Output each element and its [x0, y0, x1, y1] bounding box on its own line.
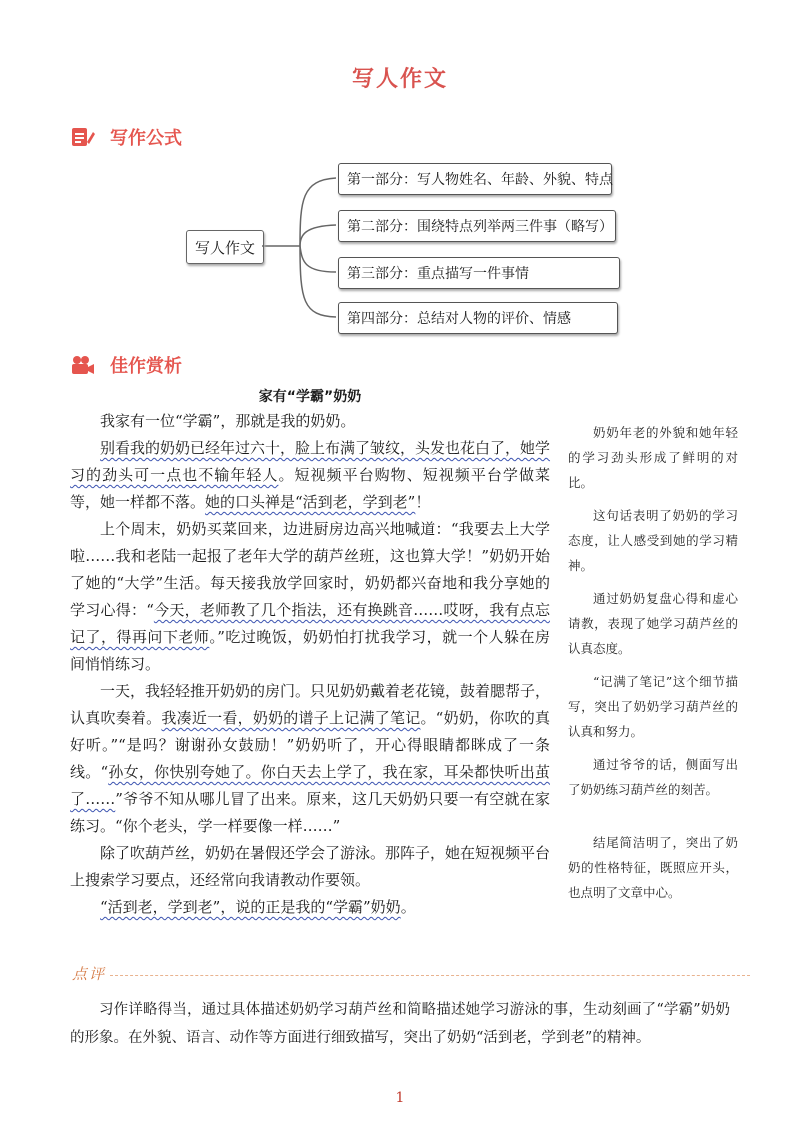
essay-paragraph: 除了吹葫芦丝，奶奶在暑假还学会了游泳。那阵子，她在短视频平台上搜索学习要点，还经常向我请教动作要领。 [70, 844, 551, 889]
essay-paragraph: “活到老，学到老”，说的正是我的“学霸”奶奶。 [100, 898, 416, 916]
underlined-text: 她的口头禅是“活到老，学到老” [205, 493, 416, 511]
margin-notes [568, 420, 738, 913]
mindmap-root: 写人作文 [186, 230, 264, 264]
section-heading: 佳作赏析 [110, 356, 182, 377]
section-heading: 写作公式 [110, 128, 182, 149]
essay-paragraph: 一天，我轻轻推开奶奶的房门。只见奶奶戴着老花镜，鼓着腮帮子，认真吹奏着。我凑近一看，奶奶的谱子上记满了笔记。“奶奶，你吹的真好听。”“是吗？谢谢孙女鼓励！”奶奶听了，开心得眼睛都眯成了一条线。“孙女，你快别夸她了。你白天去上学了，我在家，耳朵都快听出茧了……”爷爷不知从哪儿冒了出来。原来，这几天奶奶只要一有空就在家练习。“你个老头，学一样要像一样……” [70, 682, 551, 835]
margin-note: 通过奶奶复盘心得和虚心请教，表现了她学习葫芦丝的认真态度。 [568, 591, 738, 656]
mindmap-branch-1: 第一部分：写人物姓名、年龄、外貌、特点 [338, 163, 612, 195]
section-excellent-work [70, 352, 182, 378]
page-title: 写人作文 [351, 67, 448, 92]
underlined-text: 别看我的奶奶已经年过六十，脸上布满了皱纹，头发也花白了，她学习的劲头可一点也不输年轻人 [70, 439, 551, 484]
review-divider [110, 975, 750, 976]
mindmap-branch-3: 第三部分：重点描写一件事情 [338, 257, 620, 289]
underlined-text: 孙女，你快别夸她了。你白天去上学了，我在家，耳朵都快听出茧了…… [70, 763, 550, 808]
page-number: 1 [395, 1090, 405, 1106]
underlined-text: 今天，老师教了几个指法，还有换跳音……哎呀，我有点忘记了，得再问下老师 [70, 601, 550, 646]
essay-paragraph: 上个周末，奶奶买菜回来，边进厨房边高兴地喊道：“我要去上大学啦……我和老陆一起报了老年大学的葫芦丝班，这也算大学！”奶奶开始了她的“大学”生活。每天接我放学回家时，奶奶都兴奋地和我分享她的学习心得：“今天，老师教了几个指法，还有换跳音……哎呀，我有点忘记了，得再问下老师。”吃过晚饭，奶奶怕打扰我学习，就一个人躲在房间悄悄练习。 [70, 520, 550, 673]
margin-note: 这句话表明了奶奶的学习态度，让人感受到她的学习精神。 [568, 508, 738, 573]
review-label: 点评 [72, 965, 107, 983]
essay-title: 家有“学霸”奶奶 [258, 389, 362, 405]
essay-body [70, 408, 550, 921]
camera-icon [70, 354, 96, 376]
margin-note: “记满了笔记”这个细节描写，突出了奶奶学习葫芦丝的认真和努力。 [568, 674, 738, 739]
margin-note: 奶奶年老的外貌和她年轻的学习劲头形成了鲜明的对比。 [568, 425, 738, 490]
mindmap-branch-4: 第四部分：总结对人物的评价、情感 [338, 302, 618, 334]
essay-paragraph: 我家有一位“学霸”，那就是我的奶奶。 [100, 412, 356, 430]
review-text: 习作详略得当，通过具体描述奶奶学习葫芦丝和简略描述她学习游泳的事，生动刻画了“学霸”奶奶的形象。在外貌、语言、动作等方面进行细致描写，突出了奶奶“活到老，学到老”的精神。 [70, 1002, 730, 1046]
underlined-text: “活到老，学到老”，说的正是我的“学霸”奶奶 [100, 898, 401, 916]
mindmap-branch-2: 第二部分：围绕特点列举两三件事（略写） [338, 210, 616, 242]
margin-note: 结尾简洁明了，突出了奶奶的性格特征，既照应开头，也点明了文章中心。 [568, 835, 738, 900]
margin-note: 通过爷爷的话，侧面写出了奶奶练习葫芦丝的刻苦。 [568, 757, 738, 797]
essay-paragraph: 别看我的奶奶已经年过六十，脸上布满了皱纹，头发也花白了，她学习的劲头可一点也不输年轻人。短视频平台购物、短视频平台学做菜等，她一样都不落。她的口头禅是“活到老，学到老”！ [70, 439, 551, 511]
underlined-text: 我凑近一看，奶奶的谱子上记满了笔记 [161, 709, 421, 727]
